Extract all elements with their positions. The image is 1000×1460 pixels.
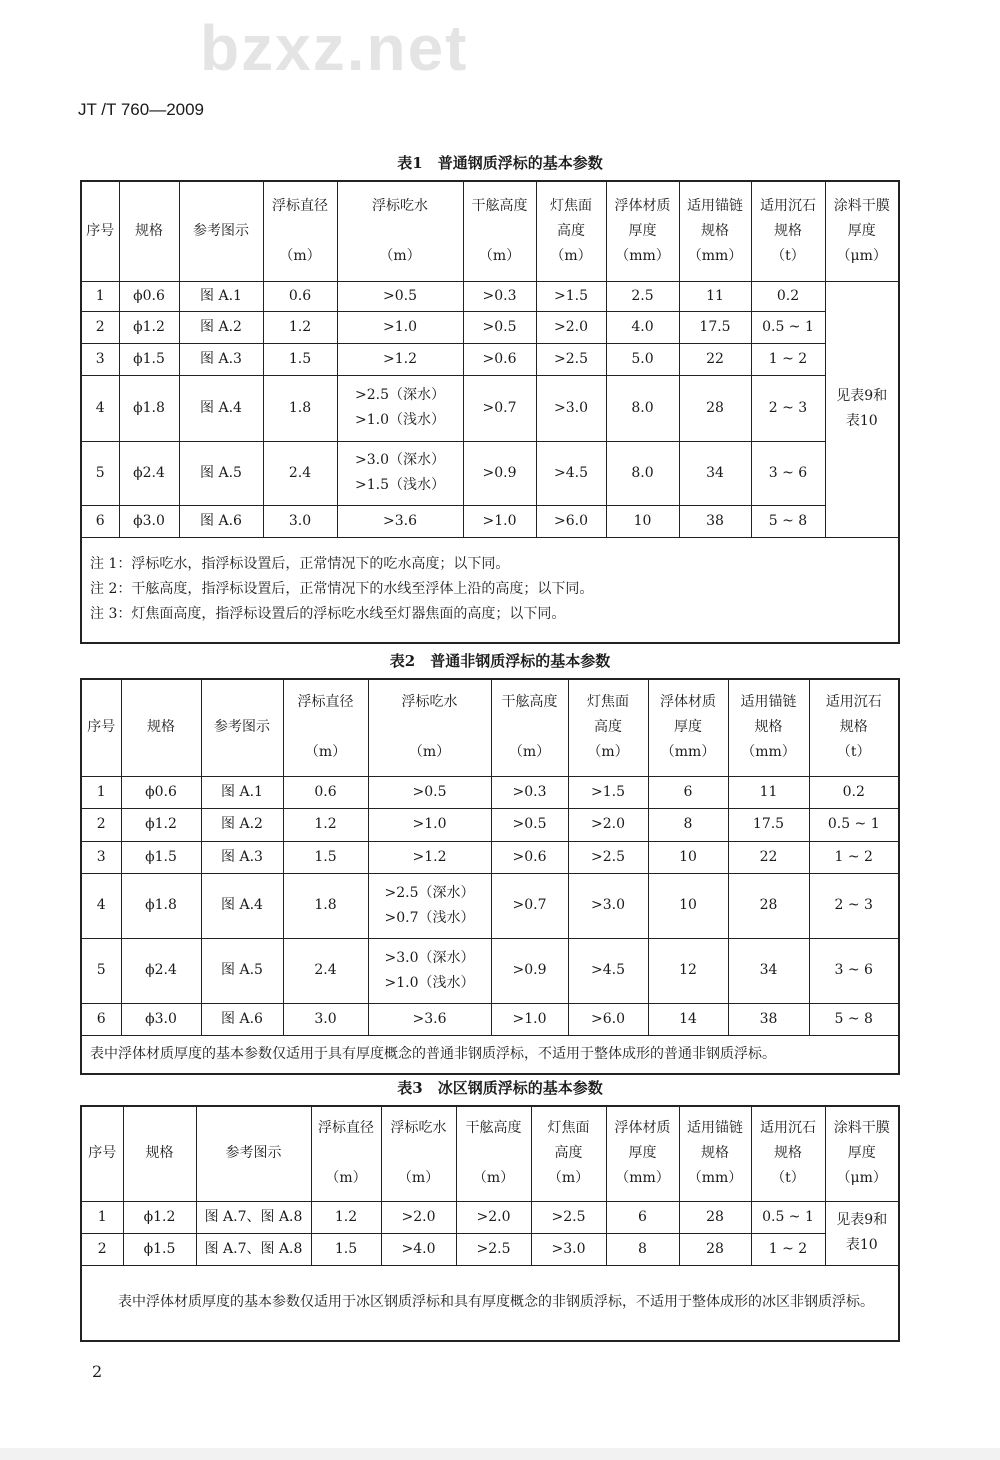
table-cell: 38 (679, 505, 751, 537)
table-cell: 5.0 (606, 343, 679, 375)
table-cell: 3 ~ 6 (809, 938, 899, 1003)
column-header: 灯焦面 高度 （m） (536, 181, 606, 281)
column-header: 序号 (81, 181, 119, 281)
table-row (81, 1233, 899, 1265)
table-cell: ϕ3.0 (121, 1003, 201, 1035)
table-cell: ϕ0.6 (119, 281, 179, 311)
column-header: 干舷高度 （m） (456, 1106, 531, 1201)
table-cell: 3 (81, 841, 121, 873)
column-header: 参考图示 (201, 679, 283, 776)
column-header: 浮标吃水 （m） (337, 181, 463, 281)
table-cell: 1.8 (283, 873, 368, 938)
column-header: 浮标吃水 （m） (368, 679, 491, 776)
table-cell: 图 A.4 (201, 873, 283, 938)
column-header: 规格 (123, 1106, 196, 1201)
table-cell: 0.6 (263, 281, 337, 311)
table-cell: >2.0 (568, 808, 648, 841)
table-cell: >0.5 (368, 776, 491, 808)
column-header: 浮标直径 （m） (283, 679, 368, 776)
table-cell: 2.4 (283, 938, 368, 1003)
column-header: 规格 (119, 181, 179, 281)
column-header: 涂料干膜 厚度 （μm） (825, 1106, 899, 1201)
table-cell: ϕ1.2 (121, 808, 201, 841)
table-cell: 6 (648, 776, 728, 808)
table-notes (81, 1265, 899, 1341)
table-cell: 0.5 ~ 1 (751, 311, 825, 343)
table-cell: 3 ~ 6 (751, 441, 825, 505)
column-header: 参考图示 (196, 1106, 311, 1201)
table-cell: 4.0 (606, 311, 679, 343)
column-header: 适用锚链 规格 （mm） (679, 181, 751, 281)
table-cell: >2.5 (456, 1233, 531, 1265)
table-cell: 2 (81, 311, 119, 343)
table-cell: 图 A.6 (201, 1003, 283, 1035)
table-cell: >0.3 (463, 281, 536, 311)
table-cell: 11 (728, 776, 809, 808)
note-line: 注 3：灯焦面高度，指浮标设置后的浮标吃水线至灯器焦面的高度；以下同。 (90, 606, 566, 622)
table-cell: >0.5 (491, 808, 568, 841)
table-cell: 1.5 (263, 343, 337, 375)
column-header: 干舷高度 （m） (463, 181, 536, 281)
column-header: 序号 (81, 679, 121, 776)
table-cell: 28 (679, 1201, 751, 1233)
table-cell: 10 (648, 873, 728, 938)
table-cell: >0.6 (463, 343, 536, 375)
table-cell: 11 (679, 281, 751, 311)
note-line: 注 1：浮标吃水，指浮标设置后，正常情况下的吃水高度；以下同。 (90, 556, 510, 572)
table-cell: >0.9 (491, 938, 568, 1003)
column-header: 浮标直径 （m） (311, 1106, 381, 1201)
table-cell: ϕ0.6 (121, 776, 201, 808)
table-cell: >4.5 (536, 441, 606, 505)
table-cell: 38 (728, 1003, 809, 1035)
table-row (81, 505, 899, 537)
table3-caption: 表3 冰区钢质浮标的基本参数 (397, 1079, 603, 1097)
table-cell: 6 (81, 1003, 121, 1035)
table-cell: 图 A.5 (179, 441, 263, 505)
table-cell: 0.2 (751, 281, 825, 311)
table-cell: ϕ1.2 (119, 311, 179, 343)
page-bottom-edge (0, 1448, 1000, 1460)
table-cell: 1.8 (263, 375, 337, 441)
column-header: 适用锚链 规格 （mm） (728, 679, 809, 776)
table-cell: 5 (81, 441, 119, 505)
table-notes (81, 1035, 899, 1074)
table-cell: >1.2 (337, 343, 463, 375)
table-row (81, 1201, 899, 1233)
table-cell: 图 A.2 (201, 808, 283, 841)
table-cell: 8.0 (606, 375, 679, 441)
table-cell: 10 (648, 841, 728, 873)
table-row (81, 343, 899, 375)
note-line: 表中浮体材质厚度的基本参数仅适用于冰区钢质浮标和具有厚度概念的非钢质浮标，不适用于整体成形的冰区非钢质浮标。 (90, 1294, 874, 1310)
column-header: 干舷高度 （m） (491, 679, 568, 776)
column-header: 规格 (121, 679, 201, 776)
table-cell: >2.5（深水） >0.7（浅水） (368, 873, 491, 938)
table-cell: ϕ1.8 (119, 375, 179, 441)
table-row (81, 938, 899, 1003)
table-cell: >2.5 (531, 1201, 606, 1233)
column-header: 适用沉石 规格 （t） (751, 181, 825, 281)
table-cell: ϕ2.4 (121, 938, 201, 1003)
table-cell: ϕ1.8 (121, 873, 201, 938)
table-cell: ϕ1.5 (119, 343, 179, 375)
table-notes (81, 537, 899, 643)
table-cell: >2.5 (536, 343, 606, 375)
table-cell: 2 ~ 3 (809, 873, 899, 938)
table-cell: >3.0 (531, 1233, 606, 1265)
table-cell: ϕ2.4 (119, 441, 179, 505)
column-header: 参考图示 (179, 181, 263, 281)
table-cell: 14 (648, 1003, 728, 1035)
column-header: 浮体材质 厚度 （mm） (606, 1106, 679, 1201)
table-cell: >1.5 (536, 281, 606, 311)
table-cell: 8 (648, 808, 728, 841)
table-cell: ϕ3.0 (119, 505, 179, 537)
table-row (81, 841, 899, 873)
table-cell: 1 ~ 2 (751, 343, 825, 375)
note-line: 注 2：干舷高度，指浮标设置后，正常情况下的水线至浮体上沿的高度；以下同。 (90, 581, 594, 597)
table-cell: 22 (728, 841, 809, 873)
table-cell: 图 A.7、图 A.8 (196, 1201, 311, 1233)
table-cell: >1.0 (463, 505, 536, 537)
table2-caption: 表2 普通非钢质浮标的基本参数 (389, 652, 611, 670)
table-cell: >2.5 (568, 841, 648, 873)
table-cell: >4.5 (568, 938, 648, 1003)
table-cell: >0.5 (463, 311, 536, 343)
table-cell: 28 (728, 873, 809, 938)
table-cell: >2.5（深水） >1.0（浅水） (337, 375, 463, 441)
table-cell: 图 A.1 (201, 776, 283, 808)
column-header: 适用沉石 规格 （t） (809, 679, 899, 776)
watermark: bzxz.net (200, 12, 469, 84)
table-cell: 17.5 (728, 808, 809, 841)
table-cell: 6 (606, 1201, 679, 1233)
table-cell: >0.9 (463, 441, 536, 505)
table-cell: 2 (81, 808, 121, 841)
column-header: 浮体材质 厚度 （mm） (606, 181, 679, 281)
table-cell: 图 A.7、图 A.8 (196, 1233, 311, 1265)
table-cell: >3.6 (337, 505, 463, 537)
table-cell: 图 A.4 (179, 375, 263, 441)
table-cell: 5 ~ 8 (809, 1003, 899, 1035)
table-cell: >2.0 (381, 1201, 456, 1233)
note-line: 表中浮体材质厚度的基本参数仅适用于具有厚度概念的普通非钢质浮标，不适用于整体成形的普通非钢质浮标。 (90, 1045, 776, 1062)
table-cell: >2.0 (536, 311, 606, 343)
table-cell: 1.2 (263, 311, 337, 343)
table-cell: 28 (679, 375, 751, 441)
table1-caption: 表1 普通钢质浮标的基本参数 (397, 154, 603, 172)
table-cell: 2 (81, 1233, 123, 1265)
merged-coating-cell: 见表9和 表10 (825, 281, 899, 537)
table-cell: >6.0 (568, 1003, 648, 1035)
table-cell: 2.4 (263, 441, 337, 505)
table1 (80, 180, 900, 644)
table-cell: 图 A.3 (201, 841, 283, 873)
table-cell: 0.2 (809, 776, 899, 808)
table-cell: 5 ~ 8 (751, 505, 825, 537)
column-header: 适用锚链 规格 （mm） (679, 1106, 751, 1201)
column-header: 浮体材质 厚度 （mm） (648, 679, 728, 776)
table3 (80, 1105, 900, 1342)
column-header: 灯焦面 高度 （m） (531, 1106, 606, 1201)
table-cell: 3.0 (283, 1003, 368, 1035)
table-cell: 1 (81, 281, 119, 311)
table-row (81, 441, 899, 505)
table-cell: 1 ~ 2 (809, 841, 899, 873)
column-header: 灯焦面 高度 （m） (568, 679, 648, 776)
table-cell: >3.0（深水） >1.0（浅水） (368, 938, 491, 1003)
table-cell: ϕ1.5 (121, 841, 201, 873)
column-header: 序号 (81, 1106, 123, 1201)
table-row (81, 281, 899, 311)
table-cell: >1.2 (368, 841, 491, 873)
table-cell: >3.0（深水） >1.5（浅水） (337, 441, 463, 505)
table-row (81, 776, 899, 808)
table-cell: 3.0 (263, 505, 337, 537)
header-row (81, 1106, 899, 1201)
merged-coating-cell: 见表9和 表10 (825, 1201, 899, 1265)
table-cell: 1.2 (283, 808, 368, 841)
table-cell: ϕ1.2 (123, 1201, 196, 1233)
table-cell: >0.5 (337, 281, 463, 311)
table-cell: 28 (679, 1233, 751, 1265)
table-cell: 1 (81, 776, 121, 808)
table-cell: 0.6 (283, 776, 368, 808)
table-cell: 图 A.6 (179, 505, 263, 537)
table-cell: 0.5 ~ 1 (751, 1201, 825, 1233)
table-cell: 图 A.1 (179, 281, 263, 311)
table-cell: 1 ~ 2 (751, 1233, 825, 1265)
column-header: 涂料干膜 厚度 （μm） (825, 181, 899, 281)
table-cell: 12 (648, 938, 728, 1003)
table-cell: 34 (728, 938, 809, 1003)
header-row (81, 679, 899, 776)
table-cell: 8 (606, 1233, 679, 1265)
table-cell: >3.6 (368, 1003, 491, 1035)
table-row (81, 808, 899, 841)
table-cell: ϕ1.5 (123, 1233, 196, 1265)
table-cell: >3.0 (568, 873, 648, 938)
table-cell: >0.3 (491, 776, 568, 808)
table-cell: 2 ~ 3 (751, 375, 825, 441)
table-cell: >0.6 (491, 841, 568, 873)
table-cell: 图 A.5 (201, 938, 283, 1003)
table-cell: >2.0 (456, 1201, 531, 1233)
table-cell: 0.5 ~ 1 (809, 808, 899, 841)
table-cell: 图 A.3 (179, 343, 263, 375)
table-cell: >3.0 (536, 375, 606, 441)
table-cell: 4 (81, 375, 119, 441)
page-number: 2 (92, 1362, 103, 1381)
table-cell: 1.2 (311, 1201, 381, 1233)
table-cell: 5 (81, 938, 121, 1003)
table-cell: 3 (81, 343, 119, 375)
table-cell: 2.5 (606, 281, 679, 311)
table-cell: 8.0 (606, 441, 679, 505)
table-cell: >0.7 (491, 873, 568, 938)
column-header: 适用沉石 规格 （t） (751, 1106, 825, 1201)
column-header: 浮标吃水 （m） (381, 1106, 456, 1201)
header-row (81, 181, 899, 281)
table-row (81, 1003, 899, 1035)
table-cell: >6.0 (536, 505, 606, 537)
table-cell: >1.0 (368, 808, 491, 841)
table-cell: 4 (81, 873, 121, 938)
table-cell: 图 A.2 (179, 311, 263, 343)
table-row (81, 311, 899, 343)
table-cell: 17.5 (679, 311, 751, 343)
table2 (80, 678, 900, 1075)
table-cell: >1.0 (337, 311, 463, 343)
table-cell: 22 (679, 343, 751, 375)
table-cell: >1.0 (491, 1003, 568, 1035)
column-header: 浮标直径 （m） (263, 181, 337, 281)
table-cell: >1.5 (568, 776, 648, 808)
table-cell: 1.5 (311, 1233, 381, 1265)
table-cell: >4.0 (381, 1233, 456, 1265)
table-cell: 1.5 (283, 841, 368, 873)
table-cell: 1 (81, 1201, 123, 1233)
table-cell: 10 (606, 505, 679, 537)
table-cell: >0.7 (463, 375, 536, 441)
table-row (81, 873, 899, 938)
table-cell: 6 (81, 505, 119, 537)
standard-number: JT /T 760—2009 (78, 100, 205, 119)
table-cell: 34 (679, 441, 751, 505)
table-row (81, 375, 899, 441)
